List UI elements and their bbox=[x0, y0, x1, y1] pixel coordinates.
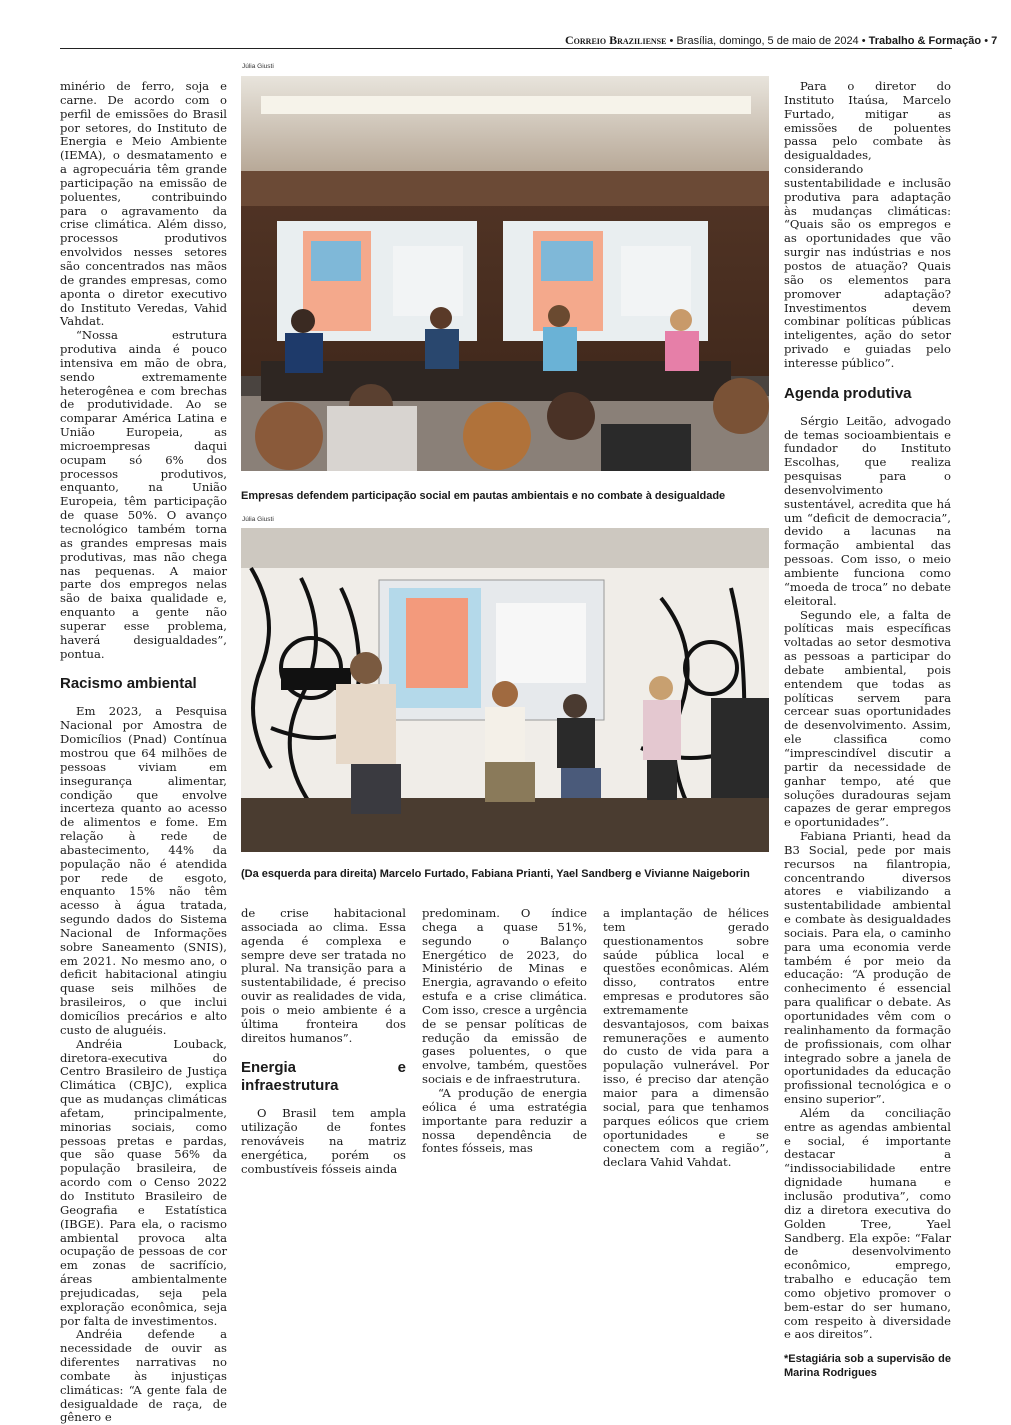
paragraph: Segundo ele, a falta de políticas mais específicas voltadas ao setor desmotiva as pessoas a participar do debate ambiental, pois entendem que todas as políticas servem para cercear suas oportunidades de desenvolvimento. Assim, ele classifica como “imprescindível discutir a partir da necessidade de ganhar tempo, até que soluções duradouras sejam capazes de gerar empregos e oportunidades”. bbox=[784, 607, 951, 830]
paragraph: a implantação de hélices tem gerado questionamentos sobre saúde pública local e questões econômicas. Além disso, contratos entre empresas e produtores são extremamente desvantajosos, com baixas remunerações e aumento do custo de vida para a população vulnerável. Por isso, é preciso dar atenção maior para a dimensão social, para que tenhamos parques eólicos que criem oportunidades e se conectem com a região”, declara Vahid Vahdat. bbox=[603, 906, 769, 1170]
panelists-image bbox=[241, 528, 769, 852]
photo-credit: Júlia Giusti bbox=[242, 516, 274, 523]
paragraph: “Nossa estrutura produtiva ainda é pouco intensiva em mão de obra, sendo extremamente heterogênea e com brechas de produtividade. Ao se comparar América Latina e União Europeia, as microempresas daqui ocupam só 6% dos processos produtivos, enquanto, na União Europeia, têm participação de quase 50%. O avanço tecnológico também torna as grandes empresas mais produtivas, mas não chega nas pequenas. A maior parte dos empregos nelas são de baixa qualidade e, enquanto a gente não superar esse problema, haverá desigualdades”, pontua. bbox=[60, 328, 227, 661]
paragraph: O Brasil tem ampla utilização de fontes renováveis na matriz energética, porém os combustíveis fósseis ainda bbox=[241, 1106, 406, 1176]
author-note: *Estagiária sob a supervisão de Marina Rodrigues bbox=[784, 1353, 951, 1380]
panel-photo-1 bbox=[241, 76, 769, 471]
paragraph: de crise habitacional associada ao clima. Essa agenda é complexa e sempre deve ser tratada no plural. Na transição para a sustentabilidade, é preciso ouvir as realidades de vida, pois o meio ambiente é a última fronteira dos direitos humanos”. bbox=[241, 906, 406, 1045]
photo-caption: (Da esquerda para direita) Marcelo Furtado, Fabiana Prianti, Yael Sandberg e Vivianne Naigeborin bbox=[241, 868, 750, 880]
paragraph: Andréia defende a necessidade de ouvir as diferentes narrativas no combate às injustiças climáticas: “A gente fala de desigualdade de raça, de gênero e bbox=[60, 1327, 227, 1425]
article-column-5 bbox=[784, 80, 951, 1380]
paragraph: Andréia Louback, diretora-executiva do Centro Brasileiro de Justiça Climática (CBJC), explica que as mudanças climáticas afetam, principalmente, minorias sociais, como pessoas pretas e pardas, que são quase 56% da população brasileira, de acordo com o Censo 2022 do Instituto Brasileiro de Geografia e Estatística (IBGE). Para ela, o racismo ambiental provoca alta ocupação de pessoas de cor em zonas de sacrifício, áreas ambientalmente prejudicadas, seja pela exploração econômica, seja por falta de investimentos. bbox=[60, 1036, 227, 1328]
article-column-2 bbox=[241, 907, 406, 1177]
subheading-energia-infraestrutura: Energia e infraestrutura bbox=[241, 1059, 406, 1095]
page-header bbox=[565, 32, 998, 48]
paragraph: Fabiana Prianti, head da B3 Social, pede por mais recursos na filantropia, concentrando diversos atores e viabilizando a sustentabilidade ambiental e combate às desigualdades sociais. Para ela, o caminho para uma economia verde também é por meio da educação: “A produção de conhecimento é essencial para qualificar o debate. As oportunidades vêm com o realinhamento da formação de profissionais, com olhar integrado sobre a janela de oportunidades da educação profissional tecnológica e o ensino superior”. bbox=[784, 829, 951, 1107]
article-column-4 bbox=[603, 907, 769, 1170]
photo-caption: Empresas defendem participação social em pautas ambientais e no combate à desigualdade bbox=[241, 490, 726, 502]
subheading-agenda-produtiva: Agenda produtiva bbox=[784, 384, 912, 402]
paragraph: Para o diretor do Instituto Itaúsa, Marcelo Furtado, mitigar as emissões de poluentes passa pelo combate às desigualdades, considerando sustentabilidade e inclusão produtiva para adaptação às mudanças climáticas: “Quais são os empregos e as oportunidades que vão surgir nas indústrias e nos postos de atuação? Quais são os elementos para promover adaptação? Investimentos devem combinar políticas públicas inteligentes, ação do setor privado e guiadas pelo interesse público”. bbox=[784, 79, 951, 370]
place-date: • Brasília, domingo, 5 de maio de 2024 • bbox=[669, 35, 866, 47]
panel-photo-2 bbox=[241, 528, 769, 852]
newspaper-name: Correio Braziliense bbox=[565, 33, 667, 47]
photo-credit: Júlia Giusti bbox=[242, 63, 274, 70]
subheading-racismo-ambiental: Racismo ambiental bbox=[60, 675, 197, 693]
paragraph: “A produção de energia eólica é uma estratégia importante para reduzir a nossa dependência de fontes fósseis, mas bbox=[422, 1085, 587, 1156]
paragraph: minério de ferro, soja e carne. De acordo com o perfil de emissões do Brasil por setores, do Instituto de Energia e Meio Ambiente (IEMA), o desmatamento e a agropecuária têm grande participação na emissão de poluentes, contribuindo para o agravamento da crise climática. Além disso, processos produtivos envolvidos nesses setores são concentrados nas mãos de grandes empresas, como aponta o diretor executivo do Instituto Veredas, Vahid Vahdat. bbox=[60, 79, 227, 329]
paragraph: predominam. O índice chega a quase 51%, segundo o Balanço Energético de 2023, do Ministério de Minas e Energia, agravando o efeito estufa e a crise climática. Com isso, cresce a urgência de se pensar políticas de redução da emissão de gases poluentes, o que envolve, também, questões sociais e de infraestrutura. bbox=[422, 906, 587, 1087]
page-separator: • bbox=[984, 35, 989, 47]
paragraph: Além da conciliação entre as agendas ambiental e social, é importante destacar a “indissociabilidade entre dignidade humana e inclusão produtiva”, como diz a diretora executiva do Golden Tree, Yael Sandberg. Ela expõe: “Falar de desenvolvimento econômico, emprego, trabalho e educação tem como objetivo promover o bem-estar do ser humano, com respeito à diversidade e aos direitos”. bbox=[784, 1105, 951, 1342]
paragraph: Sérgio Leitão, advogado de temas socioambientais e fundador do Instituto Escolhas, que realiza pesquisas para o desenvolvimento sustentável, acredita que há um “deficit de democracia”, devido a lacunas na formação ambiental das pessoas. Com isso, o meio ambiente funciona como “moeda de troca” no debate eleitoral. bbox=[784, 413, 951, 608]
panel-discussion-image bbox=[241, 76, 769, 471]
article-column-3 bbox=[422, 907, 587, 1156]
page-number: 7 bbox=[991, 35, 998, 47]
article-column-1 bbox=[60, 80, 227, 1425]
header-rule bbox=[60, 48, 952, 49]
paragraph: Em 2023, a Pesquisa Nacional por Amostra de Domicílios (Pnad) Contínua mostrou que 64 milhões de pessoas viviam em insegurança alimentar, condição que envolve incerteza quanto ao acesso de alimentos e fome. Em relação à rede de abastecimento, 44% da população não é atendida por rede de esgoto, enquanto 15% não têm acesso à água tratada, segundo dados do Sistema Nacional de Informações sobre Saneamento (SNIS), em 2021. No mesmo ano, o deficit habitacional atingiu quase seis milhões de brasileiros, o que inclui domicílios precários e alto custo de aluguéis. bbox=[60, 704, 227, 1037]
section-name: Trabalho & Formação bbox=[868, 35, 982, 47]
